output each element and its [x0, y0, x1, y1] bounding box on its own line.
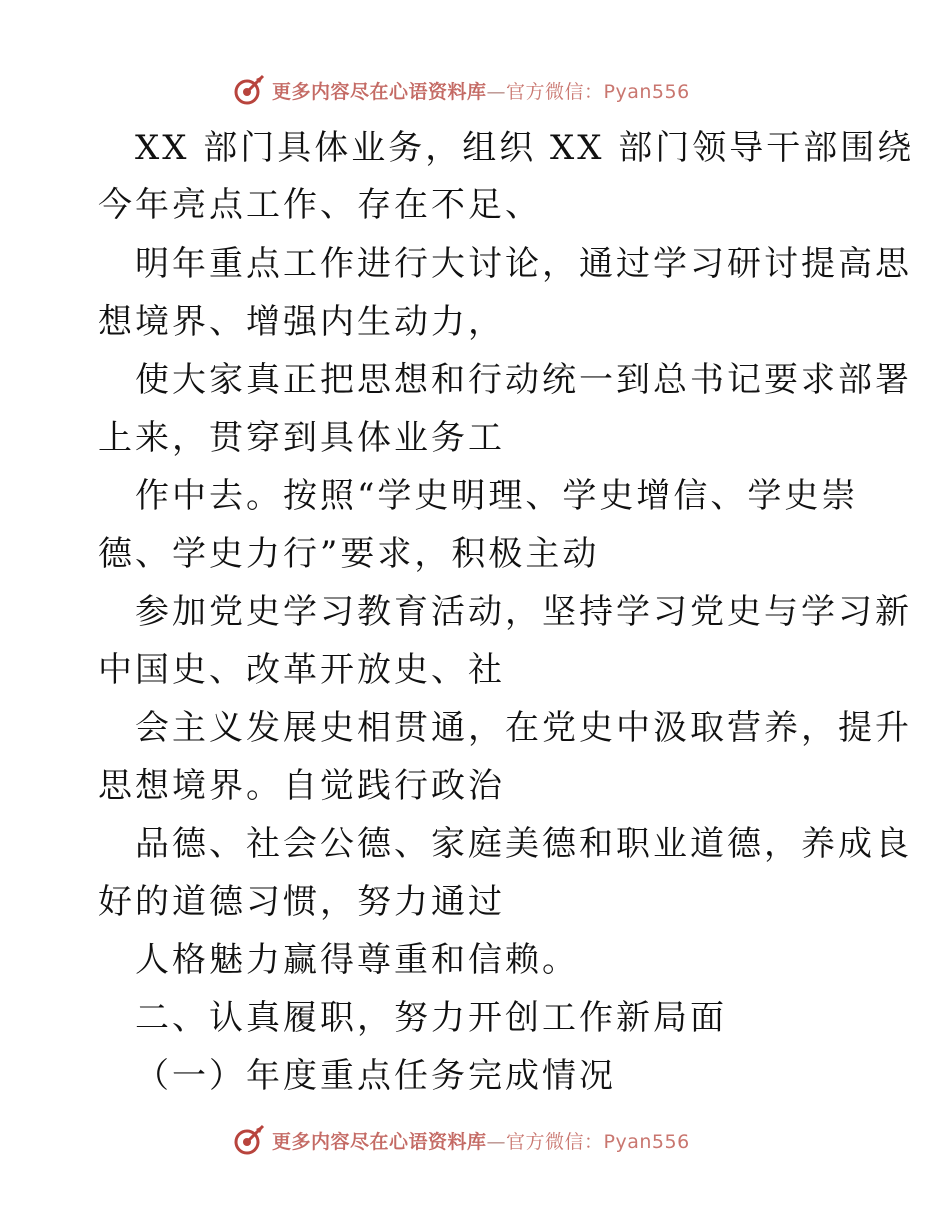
text-line: 作中去。按照“学史明理、学史增信、学史崇 — [135, 476, 859, 516]
watermark-official: 官方微信： — [506, 80, 604, 103]
text-line: 人格魅力赢得尊重和信赖。 — [135, 940, 579, 980]
text-line: 品德、社会公德、家庭美德和职业道德，养成良 — [135, 824, 912, 864]
watermark-official: 官方微信： — [506, 1130, 604, 1153]
text-line: 参加党史学习教育活动，坚持学习党史与学习新 — [135, 592, 912, 632]
text-line: 明年重点工作进行大讨论，通过学习研讨提高思 — [135, 244, 912, 284]
footer-watermark — [232, 1122, 690, 1158]
subsection-heading: （一）年度重点任务完成情况 — [135, 1056, 616, 1096]
text-line: 会主义发展史相贯通，在党史中汲取营养，提升 — [135, 708, 912, 748]
text-line: 今年亮点工作、存在不足、 — [98, 185, 542, 225]
watermark-dash: — — [486, 80, 507, 103]
text-line: 想境界、增强内生动力， — [98, 302, 505, 342]
text-line: 使大家真正把思想和行动统一到总书记要求部署 — [135, 360, 912, 400]
watermark-dash: — — [486, 1130, 507, 1153]
text-line: 思想境界。自觉践行政治 — [98, 766, 505, 806]
text-line: XX 部门具体业务，组织 XX 部门领导干部围绕 — [135, 128, 915, 168]
watermark-wechat-id: Pyan556 — [603, 1130, 690, 1153]
text-line: 中国史、改革开放史、社 — [98, 650, 505, 690]
quill-logo-icon — [232, 1123, 266, 1157]
watermark-wechat-id: Pyan556 — [603, 80, 690, 103]
text-line: 上来，贯穿到具体业务工 — [98, 418, 505, 458]
watermark-brand: 更多内容尽在心语资料库 — [272, 1130, 487, 1153]
text-line: 德、学史力行”要求，积极主动 — [98, 534, 600, 574]
watermark-text — [272, 1127, 690, 1154]
section-heading: 二、认真履职，努力开创工作新局面 — [135, 998, 727, 1038]
watermark-brand: 更多内容尽在心语资料库 — [272, 80, 487, 103]
text-line: 好的道德习惯，努力通过 — [98, 882, 505, 922]
